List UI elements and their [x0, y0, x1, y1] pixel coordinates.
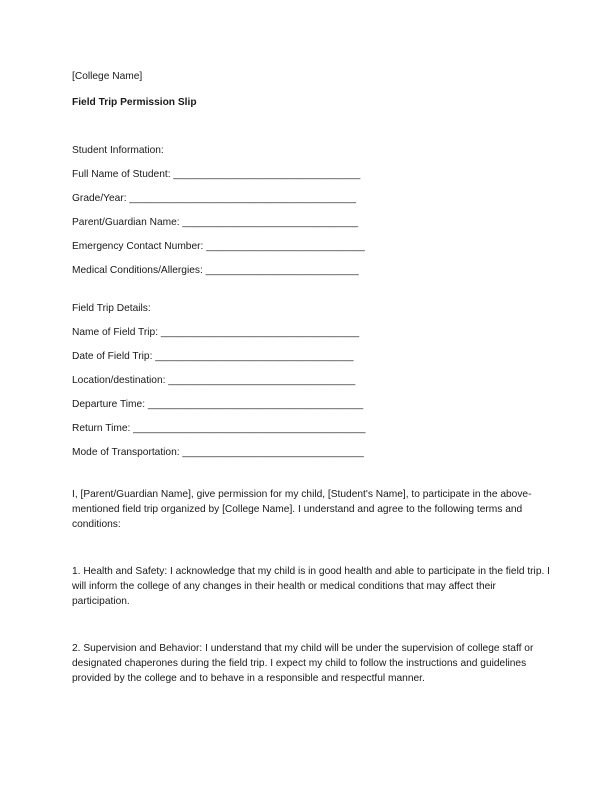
college-name: [College Name] [72, 71, 143, 82]
field-parent-guardian-name: Parent/Guardian Name: _______________________________ [72, 217, 359, 228]
document-body [72, 70, 552, 686]
field-return-time: Return Time: _________________________________________ [72, 423, 366, 434]
field-medical-conditions: Medical Conditions/Allergies: ___________________________ [72, 265, 359, 276]
document-title: Field Trip Permission Slip [72, 97, 197, 108]
field-trip-date: Date of Field Trip: ___________________________________ [72, 351, 354, 362]
field-transportation: Mode of Transportation: ________________________________ [72, 447, 364, 458]
field-full-name: Full Name of Student: _________________________________ [72, 169, 361, 180]
health-safety-paragraph: 1. Health and Safety: I acknowledge that my child is in good health and able to participate in the field trip. I will inform the college of any changes in their health or medical conditions that may affect their participation. [72, 566, 550, 607]
field-departure-time: Departure Time: ______________________________________ [72, 399, 364, 410]
field-grade-year: Grade/Year: ________________________________________ [72, 193, 357, 204]
field-emergency-contact: Emergency Contact Number: ____________________________ [72, 241, 365, 252]
student-info-heading: Student Information: [72, 145, 164, 156]
field-location: Location/destination: _________________________________ [72, 375, 356, 386]
permission-paragraph: I, [Parent/Guardian Name], give permission for my child, [Student's Name], to participate in the above-mentioned field trip organized by [College Name]. I understand and agree to the following terms and conditions: [72, 489, 532, 530]
field-trip-name: Name of Field Trip: ___________________________________ [72, 327, 360, 338]
supervision-behavior-paragraph: 2. Supervision and Behavior: I understand that my child will be under the supervision of college staff or designated chaperones during the field trip. I expect my child to follow the instructions and guidelines provided by the college and to behave in a responsible and respectful manner. [72, 643, 534, 684]
trip-details-heading: Field Trip Details: [72, 303, 151, 314]
